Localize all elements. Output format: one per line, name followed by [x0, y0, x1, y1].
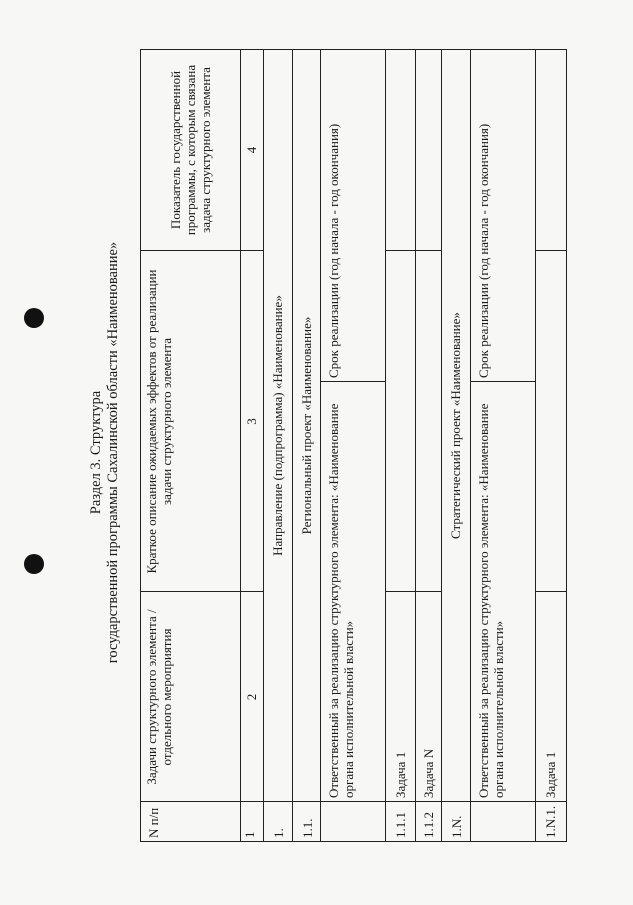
col-number-1: 1 — [242, 831, 257, 838]
section-title — [88, 0, 122, 905]
section-title-line1: Раздел 3. Структура — [88, 390, 104, 515]
col-number-3: 3 — [244, 418, 259, 425]
row-num-strategic: 1.N. — [449, 815, 464, 838]
task-111: Задача 1 — [393, 751, 408, 798]
row-strategic-project: Стратегический проект «Наименование» — [448, 312, 463, 539]
col-number-4: 4 — [244, 146, 259, 154]
header-indicator: Показатель государственной программы, с которым связана задача структурного элемента — [167, 64, 213, 236]
row-direction: Направление (подпрограмма) «Наименование» — [270, 295, 285, 556]
strategic-responsible: Ответственный за реализацию структурного элемента: «Наименование органа исполнительной власти» — [476, 403, 506, 798]
row-num-direction: 1. — [271, 828, 286, 838]
structure-table — [140, 49, 567, 842]
row-num-task-112: 1.1.2 — [421, 812, 436, 838]
header-num: N п/п — [146, 807, 161, 838]
section-title-line2: государственной программы Сахалинской области «Наименование» — [105, 241, 121, 664]
col-number-2: 2 — [244, 693, 259, 701]
header-tasks: Задачи структурного элемента / отдельного мероприятия — [144, 609, 174, 785]
row-num-regional: 1.1. — [300, 818, 315, 838]
regional-term: Срок реализации (год начала - год окончания) — [326, 123, 341, 378]
row-num-task-111: 1.1.1 — [393, 812, 408, 838]
header-effects: Краткое описание ожидаемых эффектов от реализации задачи структурного элемента — [144, 269, 174, 574]
task-112: Задача N — [421, 748, 436, 798]
strategic-term: Срок реализации (год начала - год окончания) — [476, 123, 491, 378]
row-num-task-1n1: 1.N.1. — [543, 805, 558, 838]
regional-responsible: Ответственный за реализацию структурного элемента: «Наименование органа исполнительной власти» — [326, 403, 356, 798]
task-1n1: Задача 1 — [543, 751, 558, 798]
row-regional-project: Региональный проект «Наименование» — [298, 316, 314, 535]
